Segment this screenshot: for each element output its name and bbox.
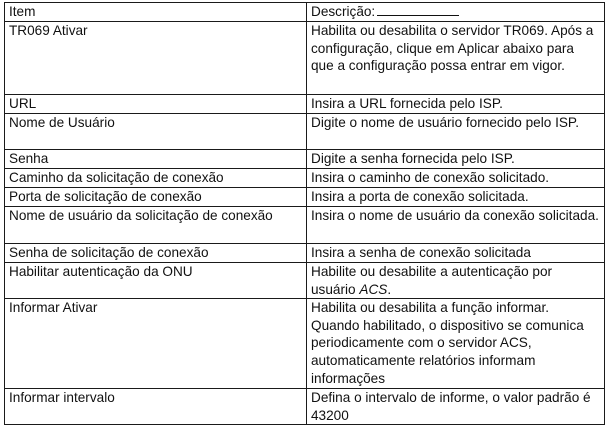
header-description: [307, 3, 605, 22]
row-description: Insira a URL fornecida pelo ISP.: [307, 95, 605, 114]
tr069-parameters-table: [4, 2, 605, 425]
header-item: Item: [5, 3, 307, 22]
row-description: Insira o caminho de conexão solicitado.: [307, 169, 605, 188]
table-row: [5, 263, 605, 299]
row-description: Habilita ou desabilita a função informar. Quando habilitado, o dispositivo se comunica periodicamente com o servidor ACS, automaticamente relatórios informam informações: [307, 299, 605, 389]
table-row: [5, 299, 605, 389]
row-item: Senha de solicitação de conexão: [5, 244, 307, 263]
row-item: Porta de solicitação de conexão: [5, 188, 307, 207]
description-period: .: [387, 281, 392, 297]
header-description-label: Descrição:: [311, 4, 376, 19]
table-header-row: [5, 3, 605, 22]
row-description: Digite o nome de usuário fornecido pelo ISP.: [307, 114, 605, 150]
acs-term: ACS: [359, 281, 388, 297]
table-row: [5, 169, 605, 188]
row-item: Habilitar autenticação da ONU: [5, 263, 307, 299]
row-description: [307, 263, 605, 299]
table-row: [5, 150, 605, 169]
row-description: Digite a senha fornecida pelo ISP.: [307, 150, 605, 169]
description-text: Habilite ou desabilite a autenticação por usuário: [311, 264, 553, 297]
table-row: [5, 22, 605, 95]
row-item: Informar intervalo: [5, 389, 307, 425]
table-row: [5, 207, 605, 244]
row-description: Defina o intervalo de informe, o valor padrão é 43200: [307, 389, 605, 425]
row-item: Nome de Usuário: [5, 114, 307, 150]
row-description: Insira a senha de conexão solicitada: [307, 244, 605, 263]
row-item: Senha: [5, 150, 307, 169]
row-item: Caminho da solicitação de conexão: [5, 169, 307, 188]
row-item: Nome de usuário da solicitação de conexão: [5, 207, 307, 244]
row-description: Insira a porta de conexão solicitada.: [307, 188, 605, 207]
row-item: TR069 Ativar: [5, 22, 307, 95]
table-row: [5, 95, 605, 114]
row-description: Insira o nome de usuário da conexão solicitada.: [307, 207, 605, 244]
table-row: [5, 188, 605, 207]
table-row: [5, 389, 605, 425]
table-row: [5, 114, 605, 150]
description-blank-line: [377, 3, 459, 16]
row-description: Habilita ou desabilita o servidor TR069. Após a configuração, clique em Aplicar abaixo para que a configuração possa entrar em vigor.: [307, 22, 605, 95]
table-row: [5, 244, 605, 263]
row-item: URL: [5, 95, 307, 114]
row-item: Informar Ativar: [5, 299, 307, 389]
